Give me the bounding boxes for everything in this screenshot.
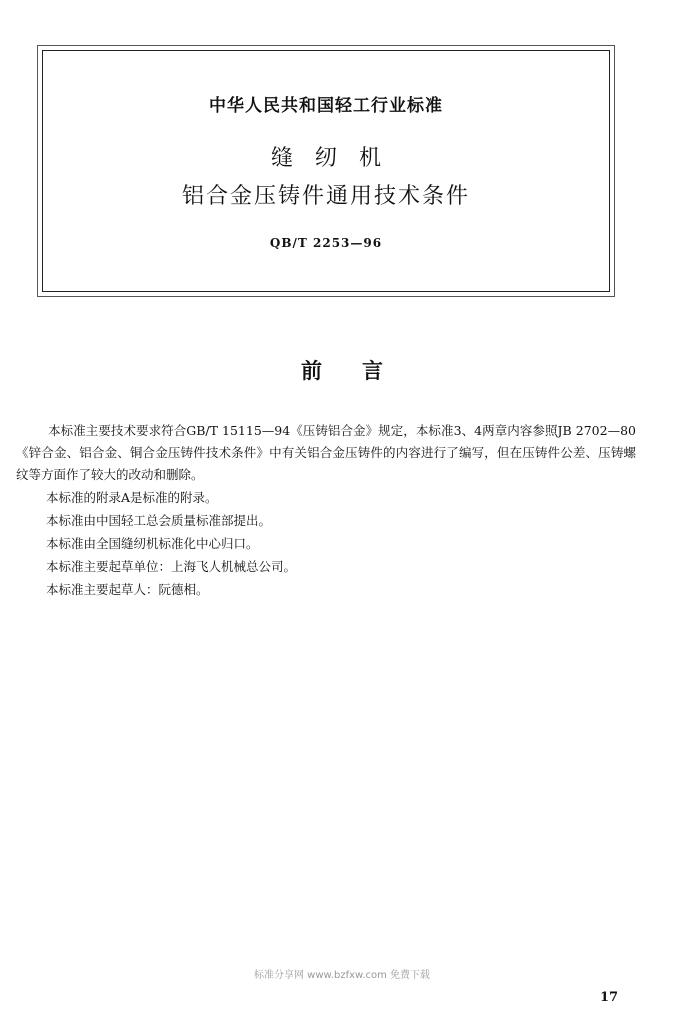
industry-standard-label: 中华人民共和国轻工行业标准: [209, 96, 443, 116]
preface-item-appendix: 本标准的附录A是标准的附录。: [46, 490, 218, 505]
preface-heading: 前言: [301, 359, 423, 383]
standard-header-box: [42, 50, 610, 292]
preface-item-proposer: 本标准由中国轻工总会质量标准部提出。: [46, 513, 272, 528]
preface-item-drafting-unit: 本标准主要起草单位：上海飞人机械总公司。: [46, 559, 297, 574]
watermark-text: 标准分享网 www.bzfxw.com 免费下载: [254, 970, 430, 981]
preface-paragraph-text: 本标准主要技术要求符合GB/T 15115—94《压铸铝合金》规定，本标准3、4两章内容参照JB 2702—80《锌合金、铝合金、铜合金压铸件技术条件》中有关铝合金压铸件的内容进行了编写，但在压铸件公差、压铸螺纹等方面作了较大的改动和删除。: [16, 423, 636, 482]
preface-paragraph: [16, 420, 636, 486]
standard-code: QB/T 2253—96: [269, 236, 383, 250]
preface-item-drafter: 本标准主要起草人：阮德相。: [46, 582, 209, 597]
document-subtitle: 铝合金压铸件通用技术条件: [181, 184, 470, 209]
document-title: 缝纫机: [270, 146, 403, 171]
page-number: 17: [600, 990, 619, 1005]
preface-item-administrator: 本标准由全国缝纫机标准化中心归口。: [46, 536, 259, 551]
